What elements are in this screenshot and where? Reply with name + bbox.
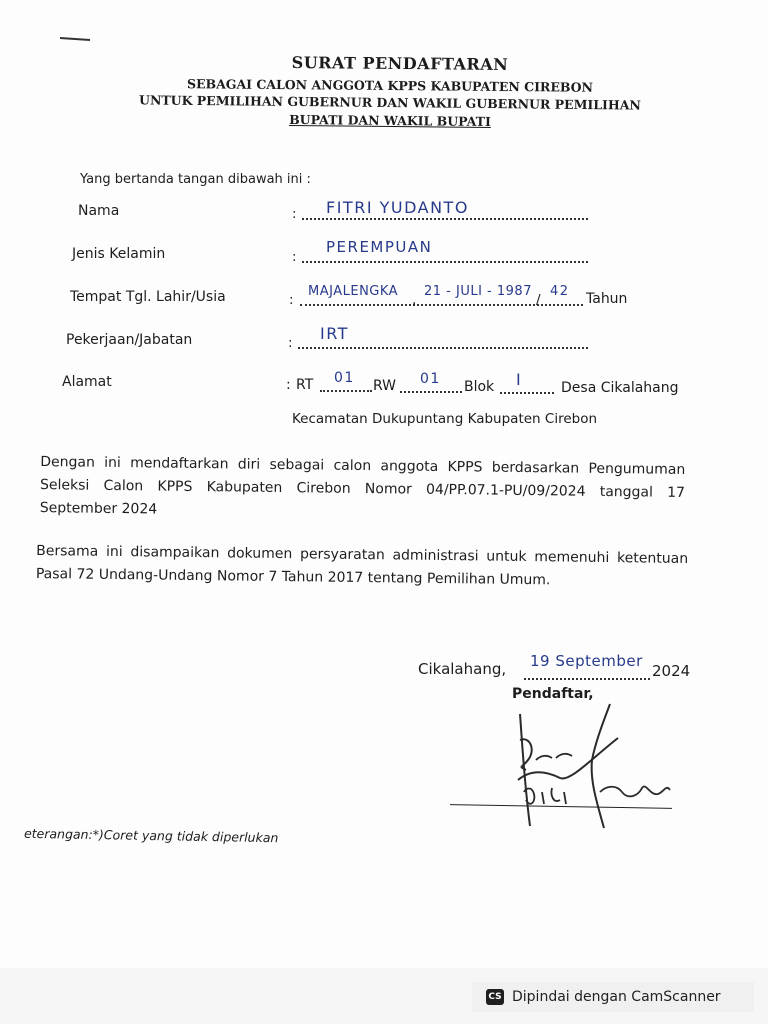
handwritten-tanggal-lahir: 21 - JULI - 1987 xyxy=(424,284,532,299)
handwritten-tempat: MAJALENGKA xyxy=(308,284,399,299)
dotted-line xyxy=(500,392,554,394)
handwritten-pekerjaan: IRT xyxy=(320,324,349,343)
dotted-line xyxy=(400,391,462,393)
handwritten-rt: 01 xyxy=(334,370,355,386)
dotted-line xyxy=(320,390,372,392)
label-pekerjaan: Pekerjaan/Jabatan xyxy=(66,332,193,348)
role-label: Pendaftar, xyxy=(512,686,594,702)
paragraph-pendaftaran: Dengan ini mendaftarkan diri sebagai calon anggota KPPS berdasarkan Pengumuman Seleksi Calon KPPS Kabupaten Cirebon Nomor 04/PP.07.1-PU/09/2024 tanggal 17 September 2024 xyxy=(39,454,686,518)
intro-text: Yang bertanda tangan dibawah ini : xyxy=(80,172,311,187)
handwritten-date: 19 September xyxy=(530,652,643,670)
colon: : xyxy=(288,335,293,351)
pen-mark xyxy=(60,37,90,41)
place-label: Cikalahang, xyxy=(418,660,507,678)
subtitle-line-2: UNTUK PEMILIHAN GUBERNUR DAN WAKIL GUBERNUR PEMILIHAN xyxy=(139,92,641,113)
dotted-line xyxy=(298,347,588,349)
colon: : xyxy=(292,206,297,222)
comma: , xyxy=(412,292,417,308)
colon: : xyxy=(286,377,291,393)
document-title: SURAT PENDAFTARAN xyxy=(291,53,509,74)
dotted-line xyxy=(302,261,588,263)
colon: : xyxy=(292,249,297,265)
handwritten-nama: FITRI YUDANTO xyxy=(326,198,469,217)
handwritten-blok: I xyxy=(516,370,523,389)
slash: / xyxy=(536,292,541,308)
paragraph-dokumen: Bersama ini disampaikan dokumen persyaratan administrasi untuk memenuhi ketentuan Pasal 72 Undang-Undang Nomor 7 Tahun 2017 tentang Pemilihan Umum. xyxy=(35,543,689,589)
desa: Desa Cikalahang xyxy=(561,380,679,396)
label-nama: Nama xyxy=(78,203,120,219)
handwritten-jenis-kelamin: PEREMPUAN xyxy=(326,238,433,256)
subtitle-line-1: SEBAGAI CALON ANGGOTA KPPS KABUPATEN CIREBON xyxy=(186,76,594,95)
signature-drawing xyxy=(500,700,690,835)
label-ttl: Tempat Tgl. Lahir/Usia xyxy=(70,289,226,305)
keterangan-note: eterangan:*)Coret yang tidak diperlukan xyxy=(23,825,279,846)
rt-prefix: RT xyxy=(296,377,314,393)
unit-tahun: Tahun xyxy=(586,291,628,307)
kecamatan: Kecamatan Dukupuntang Kabupaten Cirebon xyxy=(292,411,598,427)
dotted-line xyxy=(302,218,588,220)
colon: : xyxy=(289,292,294,308)
camscanner-logo-icon: CS xyxy=(486,989,504,1005)
subtitle-line-3: BUPATI DAN WAKIL BUPATI xyxy=(289,111,491,130)
camscanner-watermark xyxy=(472,982,754,1012)
handwritten-usia: 42 xyxy=(550,284,570,299)
handwritten-rw: 01 xyxy=(420,371,441,387)
watermark-text: Dipindai dengan CamScanner xyxy=(512,989,721,1005)
year: 2024 xyxy=(652,662,691,680)
label-jenis-kelamin: Jenis Kelamin xyxy=(72,246,166,262)
rw-prefix: RW xyxy=(373,378,397,394)
blok-prefix: Blok xyxy=(464,379,495,395)
dotted-line xyxy=(524,678,650,680)
label-alamat: Alamat xyxy=(62,374,112,390)
